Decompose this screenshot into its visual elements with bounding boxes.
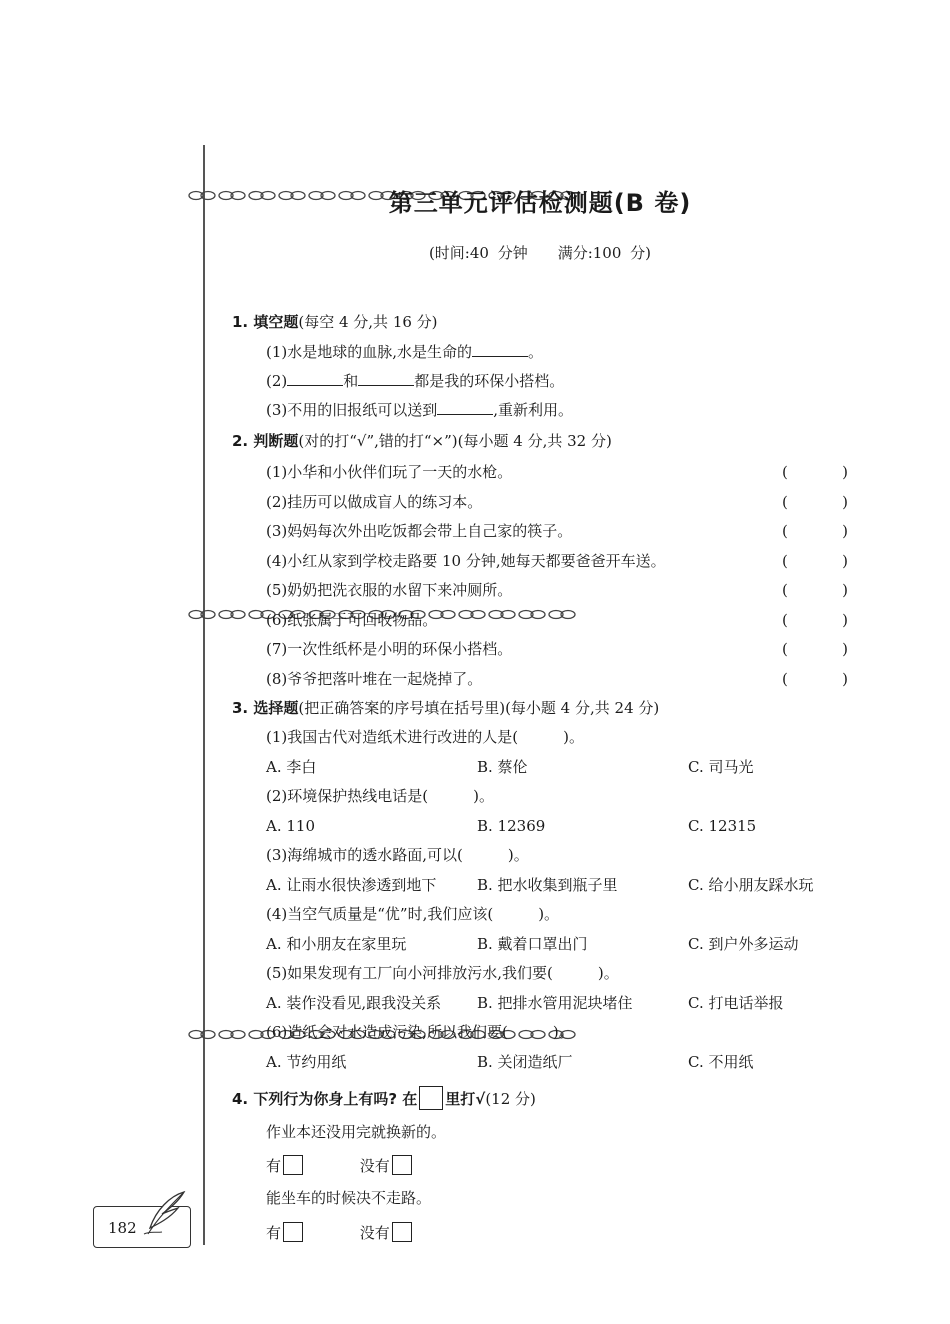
choice-option[interactable]: A. 让雨水很快渗透到地下 (266, 876, 437, 894)
choice-option[interactable]: B. 蔡伦 (477, 758, 528, 776)
judgment-item: (2)挂历可以做成盲人的练习本。 (266, 492, 483, 511)
choice-option[interactable]: C. 12315 (688, 817, 757, 835)
choice-option[interactable]: C. 给小朋友踩水玩 (688, 876, 814, 894)
spiral-ring (457, 609, 487, 620)
answer-blank[interactable] (437, 400, 493, 415)
choice-question: (3)海绵城市的透水路面,可以( )。 (266, 846, 529, 864)
choice-option[interactable]: B. 把排水管用泥块堵住 (477, 994, 633, 1012)
choice-question: (5)如果发现有工厂向小河排放污水,我们要( )。 (266, 964, 619, 982)
choice-question: (2)环境保护热线电话是( )。 (266, 787, 494, 805)
yes-checkbox[interactable] (283, 1222, 303, 1242)
exam-time-score: (时间:40 分钟 满分:100 分) (428, 244, 652, 262)
choice-question: (4)当空气质量是“优”时,我们应该( )。 (266, 905, 560, 923)
judgment-item: (3)妈妈每次外出吃饭都会带上自己家的筷子。 (266, 522, 573, 540)
behavior-item-2-text: 能坐车的时候决不走路。 (266, 1189, 432, 1207)
judgment-item: (1)小华和小伙伴们玩了一天的水枪。 (266, 463, 513, 481)
fill-item-3: (3)不用的旧报纸可以送到 ,重新利用。 (266, 401, 574, 419)
judgment-item: (7)一次性纸杯是小明的环保小搭档。 (266, 640, 513, 658)
section-3-heading: 3. 选择题(把正确答案的序号填在括号里)(每小题 4 分,共 24 分) (232, 699, 660, 717)
choice-option[interactable]: A. 装作没看见,跟我没关系 (266, 994, 442, 1012)
choice-option[interactable]: C. 不用纸 (688, 1053, 754, 1071)
page-title: 第三单元评估检测题(B 卷) (388, 189, 692, 217)
spiral-ring (517, 609, 547, 620)
choice-option[interactable]: B. 把水收集到瓶子里 (477, 876, 618, 894)
choice-question: (6)造纸会对水造成污染,所以我们要( )。 (266, 1023, 574, 1041)
section-1-heading: 1. 填空题(每空 4 分,共 16 分) (232, 313, 438, 331)
no-checkbox[interactable] (392, 1155, 412, 1175)
spiral-ring (217, 1029, 247, 1040)
binding-line (203, 145, 205, 1245)
feather-pen-icon (140, 1188, 190, 1240)
choice-option[interactable]: A. 和小朋友在家里玩 (266, 935, 407, 953)
choice-option[interactable]: C. 到户外多运动 (688, 935, 799, 953)
judgment-item: (4)小红从家到学校走路要 10 分钟,她每天都要爸爸开车送。 (266, 551, 666, 570)
choice-option[interactable]: B. 关闭造纸厂 (477, 1053, 573, 1071)
answer-blank[interactable] (287, 371, 343, 386)
no-checkbox[interactable] (392, 1222, 412, 1242)
spiral-ring (187, 609, 217, 620)
choice-question: (1)我国古代对造纸术进行改进的人是( )。 (266, 728, 584, 746)
section-4-heading: 4. 下列行为你身上有吗? 在 里打√(12 分) (232, 1086, 536, 1110)
spiral-ring (487, 609, 517, 620)
judgment-item: (6)纸张属于可回收物品。 (266, 610, 438, 629)
yes-checkbox[interactable] (283, 1155, 303, 1175)
spiral-ring (547, 609, 577, 620)
choice-option[interactable]: B. 戴着口罩出门 (477, 935, 588, 953)
page-number: 182 (108, 1219, 137, 1237)
spiral-ring (217, 609, 247, 620)
section-2-heading: 2. 判断题(对的打“√”,错的打“×”)(每小题 4 分,共 32 分) (232, 432, 612, 450)
judgment-item: (5)奶奶把洗衣服的水留下来冲厕所。 (266, 581, 513, 599)
answer-blank[interactable] (472, 342, 528, 357)
choice-option[interactable]: A. 110 (266, 817, 315, 835)
choice-option[interactable]: C. 司马光 (688, 758, 754, 776)
fill-item-1: (1)水是地球的血脉,水是生命的 。 (266, 343, 544, 361)
fill-item-2: (2) 和 都是我的环保小搭档。 (266, 372, 565, 390)
answer-blank[interactable] (358, 371, 414, 386)
choice-option[interactable]: A. 节约用纸 (266, 1053, 347, 1071)
behavior-item-2-options: 有 没有 (266, 1222, 412, 1243)
judgment-item: (8)爷爷把落叶堆在一起烧掉了。 (266, 669, 483, 688)
behavior-item-1-options: 有 没有 (266, 1155, 412, 1176)
spiral-ring (187, 1029, 217, 1040)
choice-option[interactable]: C. 打电话举报 (688, 994, 784, 1012)
choice-option[interactable]: B. 12369 (477, 817, 546, 835)
behavior-item-1-text: 作业本还没用完就换新的。 (266, 1123, 447, 1141)
choice-option[interactable]: A. 李白 (266, 758, 317, 776)
checkbox-icon (419, 1086, 443, 1110)
